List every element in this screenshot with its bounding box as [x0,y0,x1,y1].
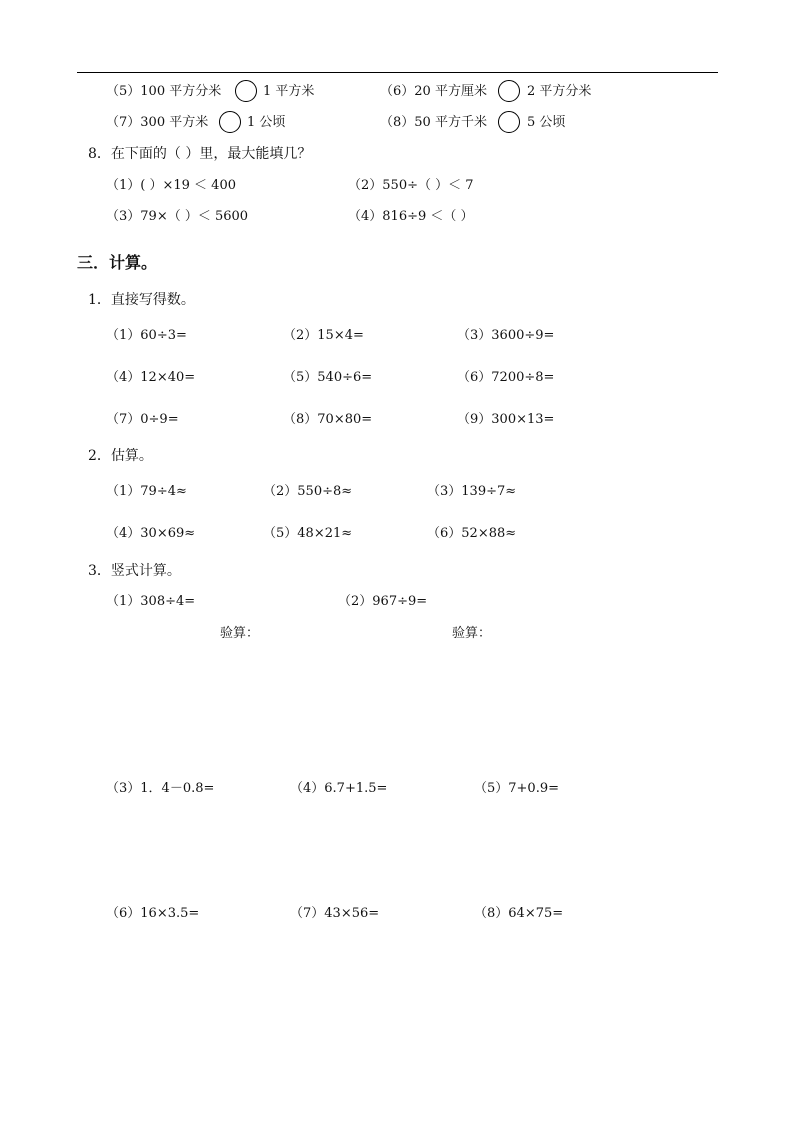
compare-7-right: 1 公顷 [247,115,286,130]
p1-item-2: （2）15×4= [283,328,364,343]
p3-item-3: （3）1．4－0.8= [106,781,215,796]
compare-8-left: （8）50 平方千米 [380,115,487,130]
header-rule [77,72,718,73]
compare-circle-8[interactable] [498,111,520,133]
check-label-2: 验算： [452,626,492,641]
p1-item-1: （1）60÷3= [106,328,187,343]
p3-item-5: （5）7+0.9= [474,781,560,796]
compare-5-left: （5）100 平方分米 [106,84,222,99]
q8-title: 8．在下面的（ ）里，最大能填几？ [88,146,312,162]
q8-item-1: （1）( ）×19 ＜ 400 [106,178,236,193]
part-1-title: 1．直接写得数。 [88,292,195,308]
compare-circle-5[interactable] [235,80,257,102]
compare-circle-7[interactable] [219,111,241,133]
p2-item-3: （3）139÷7≈ [427,484,517,499]
p1-item-3: （3）3600÷9= [457,328,555,343]
p2-item-2: （2）550÷8≈ [263,484,353,499]
p3-item-1: （1）308÷4= [106,594,196,609]
p3-item-7: （7）43×56= [290,906,380,921]
p3-item-6: （6）16×3.5= [106,906,200,921]
p2-item-1: （1）79÷4≈ [106,484,187,499]
check-label-1: 验算： [220,626,260,641]
p1-item-5: （5）540÷6= [283,370,373,385]
p1-item-6: （6）7200÷8= [457,370,555,385]
compare-7-left: （7）300 平方米 [106,115,209,130]
part-2-title: 2．估算。 [88,448,153,464]
p2-item-4: （4）30×69≈ [106,526,196,541]
p1-item-7: （7）0÷9= [106,412,179,427]
q8-item-2: （2）550÷（ ）＜ 7 [348,178,474,193]
p3-item-4: （4）6.7+1.5= [290,781,388,796]
p1-item-4: （4）12×40= [106,370,196,385]
q8-item-4: （4）816÷9 ＜（ ） [348,209,474,224]
p3-item-8: （8）64×75= [474,906,564,921]
compare-6-left: （6）20 平方厘米 [380,84,487,99]
q8-item-3: （3）79×（ ）＜ 5600 [106,209,249,224]
compare-8-right: 5 公顷 [527,115,566,130]
p1-item-8: （8）70×80= [283,412,373,427]
section-3-title: 三．计算。 [77,253,158,272]
p1-item-9: （9）300×13= [457,412,555,427]
p2-item-5: （5）48×21≈ [263,526,353,541]
compare-6-right: 2 平方分米 [527,84,592,99]
p2-item-6: （6）52×88≈ [427,526,517,541]
p3-item-2: （2）967÷9= [338,594,428,609]
part-3-title: 3．竖式计算。 [88,563,181,579]
compare-5-right: 1 平方米 [263,84,315,99]
compare-circle-6[interactable] [498,80,520,102]
